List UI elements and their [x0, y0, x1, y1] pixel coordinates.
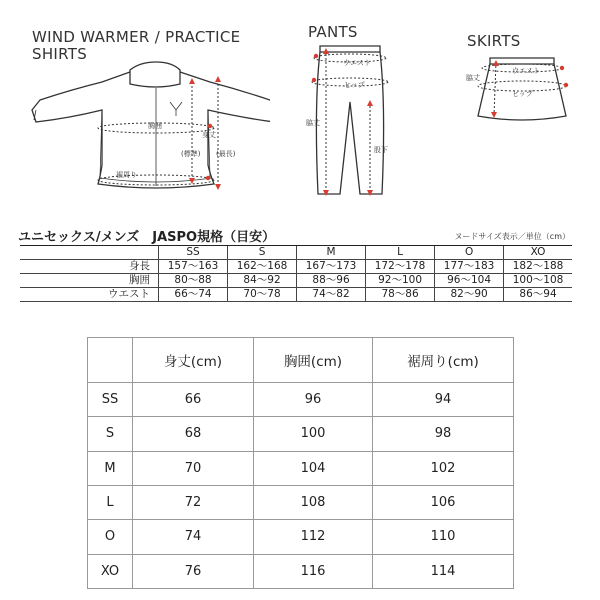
pants-waist-label: ウエスト: [343, 59, 371, 67]
jaspo-cell: 88～96: [297, 274, 366, 288]
jaspo-cell: 82～90: [435, 288, 504, 302]
jaspo-cell: 162～168: [228, 260, 297, 274]
jaspo-cell: 177～183: [435, 260, 504, 274]
jaspo-row-label: ウエスト: [20, 288, 159, 302]
skirts-title: SKIRTS: [467, 32, 521, 50]
jaspo-size-table: [20, 245, 572, 302]
hem-value: 114: [373, 554, 514, 588]
size-label: O: [88, 520, 133, 554]
chest-value: 112: [254, 520, 373, 554]
length-value: 74: [133, 520, 254, 554]
size-label: L: [88, 485, 133, 519]
shirt-length-label: 身丈: [202, 131, 216, 139]
jaspo-cell: 80～88: [159, 274, 228, 288]
chest-value: 108: [254, 485, 373, 519]
jaspo-header-cell: L: [366, 246, 435, 260]
shirt-chest-label: 胸囲: [148, 122, 162, 130]
jaspo-row-chest: [20, 274, 572, 288]
shirt-longer-label: (最長): [216, 150, 236, 158]
jaspo-header-cell: SS: [159, 246, 228, 260]
jaspo-header-cell: M: [297, 246, 366, 260]
jaspo-header-cell: O: [435, 246, 504, 260]
pants-outseam-label: 脇丈: [306, 119, 320, 127]
shirts-title-line2: SHIRTS: [32, 45, 88, 63]
size-table-header-hem: 裾周り(cm): [373, 338, 514, 383]
size-table-header-chest: 胸囲(cm): [254, 338, 373, 383]
chest-value: 116: [254, 554, 373, 588]
size-label: XO: [88, 554, 133, 588]
shirts-title-line1: WIND WARMER / PRACTICE: [32, 28, 241, 46]
jaspo-cell: 84～92: [228, 274, 297, 288]
jaspo-corner-cell: [20, 246, 159, 260]
jaspo-cell: 100～108: [504, 274, 572, 288]
size-label: SS: [88, 383, 133, 417]
jaspo-row-height: [20, 260, 572, 274]
jaspo-cell: 74～82: [297, 288, 366, 302]
hem-value: 106: [373, 485, 514, 519]
size-table-row: [88, 485, 514, 519]
size-table-row: [88, 383, 514, 417]
size-label: S: [88, 417, 133, 451]
skirt-hip-label: ヒップ: [512, 90, 533, 98]
size-table-row: [88, 520, 514, 554]
jaspo-cell: 92～100: [366, 274, 435, 288]
jaspo-row-label: 胸囲: [20, 274, 159, 288]
hem-value: 94: [373, 383, 514, 417]
jaspo-cell: 78～86: [366, 288, 435, 302]
jaspo-cell: 96～104: [435, 274, 504, 288]
jaspo-cell: 66～74: [159, 288, 228, 302]
chest-value: 96: [254, 383, 373, 417]
pants-inseam-label: 股下: [374, 146, 388, 154]
hem-value: 98: [373, 417, 514, 451]
jaspo-note: ヌードサイズ表示／単位（cm）: [454, 232, 570, 241]
length-value: 68: [133, 417, 254, 451]
chest-value: 100: [254, 417, 373, 451]
jaspo-header-cell: XO: [504, 246, 572, 260]
pants-hip-label: ヒップ: [344, 81, 365, 89]
hem-value: 110: [373, 520, 514, 554]
skirt-waist-label: ウエスト: [512, 67, 540, 75]
jaspo-header-row: [20, 246, 572, 260]
product-size-table: [87, 337, 514, 589]
jaspo-cell: 167～173: [297, 260, 366, 274]
size-table-row: [88, 417, 514, 451]
jaspo-cell: 172～178: [366, 260, 435, 274]
size-table-header-row: [88, 338, 514, 383]
length-value: 70: [133, 451, 254, 485]
skirt-outseam-label: 脇丈: [466, 74, 480, 82]
jaspo-title: ユニセックス/メンズ JASPO規格（目安）: [18, 230, 276, 245]
size-table-header-length: 身丈(cm): [133, 338, 254, 383]
jaspo-header-cell: S: [228, 246, 297, 260]
jaspo-cell: 70～78: [228, 288, 297, 302]
hem-value: 102: [373, 451, 514, 485]
chest-value: 104: [254, 451, 373, 485]
size-table-row: [88, 554, 514, 588]
pants-title: PANTS: [308, 23, 358, 41]
jaspo-cell: 182～188: [504, 260, 572, 274]
jaspo-row-waist: [20, 288, 572, 302]
jaspo-row-label: 身長: [20, 260, 159, 274]
shirts-title: [32, 29, 240, 63]
size-label: M: [88, 451, 133, 485]
length-value: 76: [133, 554, 254, 588]
length-value: 72: [133, 485, 254, 519]
shirt-hem-label: 裾周り: [116, 171, 137, 179]
size-table-corner: [88, 338, 133, 383]
jaspo-cell: 86～94: [504, 288, 572, 302]
jaspo-cell: 157～163: [159, 260, 228, 274]
shirt-standard-label: (標準): [181, 150, 201, 158]
size-table-row: [88, 451, 514, 485]
length-value: 66: [133, 383, 254, 417]
